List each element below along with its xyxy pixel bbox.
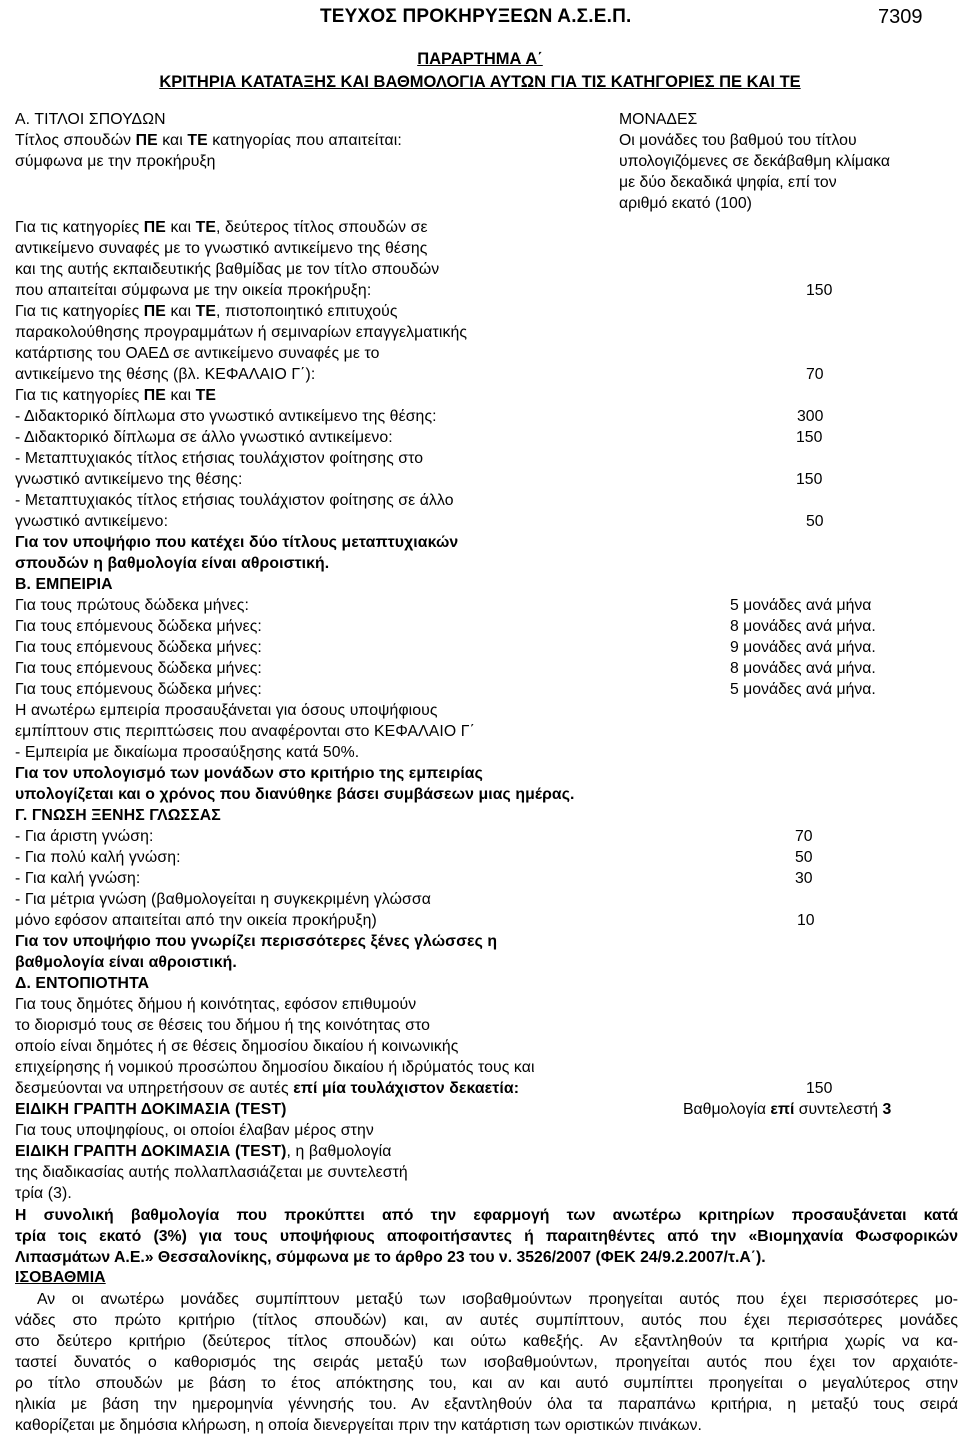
postgrad-item-points: 150 bbox=[796, 471, 823, 488]
language-level-line: - Για καλή γνώση: bbox=[15, 870, 141, 887]
special-test-bold: ΕΙΔΙΚΗ ΓΡΑΠΤΗ ΔΟΚΙΜΑΣΙΑ (TEST) bbox=[15, 1143, 287, 1160]
coef-bold: επί bbox=[770, 1101, 795, 1118]
locality-line: το διορισμό τους σε θέσεις του δήμου ή της κοινότητας στο bbox=[15, 1017, 430, 1034]
journal-title: ΤΕΥΧΟΣ ΠΡΟΚΗΡΥΞΕΩΝ Α.Σ.Ε.Π. bbox=[320, 6, 632, 27]
locality-last-bold: επί μία τουλάχιστον δεκαετία: bbox=[293, 1080, 520, 1097]
units-line: υπολογιζόμενες σε δεκάβαθμη κλίμακα bbox=[619, 153, 890, 170]
training-line-bold2: ΤΕ bbox=[195, 303, 216, 320]
experience-period-points: 8 μονάδες ανά μήνα. bbox=[730, 660, 876, 677]
experience-note: Για τον υπολογισμό των μονάδων στο κριτήριο της εμπειρίας bbox=[15, 765, 483, 782]
training-line-pre: κατάρτισης του ΟΑΕΔ σε αντικείμενο συναφές με το bbox=[15, 345, 380, 362]
postgrad-item-points: 150 bbox=[796, 429, 823, 446]
second-title-line-pre: αντικείμενο συναφές με το γνωστικό αντικείμενο της θέσης bbox=[15, 240, 428, 257]
tiebreak-line: στο δεύτερο κριτήριο (δεύτερος τίτλος σπουδών) και ούτω καθεξής. Αν εξαντληθούν τα κριτήρια χωρίς να κα- bbox=[15, 1333, 958, 1350]
bonus-line: Λιπασμάτων Α.Ε.» Θεσσαλονίκης, σύμφωνα με το άρθρο 23 του ν. 3526/2007 (ΦΕΚ 24/9.2.2007/τ.Α΄). bbox=[15, 1249, 766, 1266]
second-title-line bbox=[15, 281, 371, 301]
special-test-heading: ΕΙΔΙΚΗ ΓΡΑΠΤΗ ΔΟΚΙΜΑΣΙΑ (TEST) bbox=[15, 1101, 287, 1118]
experience-note: υπολογίζεται και ο χρόνος που διανύθηκε βάσει συμβάσεων μιας ημέρας. bbox=[15, 786, 575, 803]
postgrad-intro-pre: Για τις κατηγορίες bbox=[15, 387, 144, 404]
intro-line-pre: σύμφωνα με την προκήρυξη bbox=[15, 153, 216, 170]
tiebreak-line: καθορίζεται με δημόσια κλήρωση, η οποία διενεργείται πριν την κατάρτιση των οριστικών πινάκων. bbox=[15, 1417, 702, 1434]
annex-title: ΠΑΡΑΡΤΗΜΑ Α΄ bbox=[417, 50, 543, 68]
training-points: 70 bbox=[806, 366, 824, 383]
experience-text: - Εμπειρία με δικαίωμα προσαύξησης κατά 50%. bbox=[15, 744, 360, 761]
second-title-line-post: , δεύτερος τίτλος σπουδών σε bbox=[215, 219, 428, 236]
special-test-line: τρία (3). bbox=[15, 1185, 72, 1202]
postgrad-item-line: γνωστικό αντικείμενο της θέσης: bbox=[15, 471, 243, 488]
second-title-line-bold2: ΤΕ bbox=[195, 219, 216, 236]
intro-line bbox=[15, 131, 402, 151]
second-title-line-pre: Για τις κατηγορίες bbox=[15, 219, 144, 236]
units-line: αριθμό εκατό (100) bbox=[619, 195, 752, 212]
intro-line-post: κατηγορίας που απαιτείται: bbox=[207, 132, 402, 149]
annex-subtitle: ΚΡΙΤΗΡΙΑ ΚΑΤΑΤΑΞΗΣ ΚΑΙ ΒΑΘΜΟΛΟΓΙΑ ΑΥΤΩΝ ΓΙΑ ΤΙΣ ΚΑΤΗΓΟΡΙΕΣ ΠΕ ΚΑΙ ΤΕ bbox=[159, 73, 801, 91]
units-line: Οι μονάδες του βαθμού του τίτλου bbox=[619, 132, 857, 149]
language-level-points: 30 bbox=[795, 870, 813, 887]
postgrad-item-points: 300 bbox=[797, 408, 824, 425]
second-title-line-pre: που απαιτείται σύμφωνα με την οικεία προκήρυξη: bbox=[15, 282, 372, 299]
experience-period-label: Για τους επόμενους δώδεκα μήνες: bbox=[15, 639, 262, 656]
special-test-line bbox=[15, 1142, 391, 1162]
training-line bbox=[15, 302, 398, 322]
locality-line: επιχείρησης ή νομικού προσώπου δημοσίου δικαίου ή ιδρύματός τους και bbox=[15, 1059, 535, 1076]
tiebreak-line: Αν οι ανωτέρω μονάδες συμπίπτουν μεταξύ των ισοβαθμούντων προηγείται αυτός που έχει περισσότερες μο- bbox=[37, 1291, 958, 1308]
bonus-paragraph bbox=[15, 1205, 958, 1268]
experience-period-points: 8 μονάδες ανά μήνα. bbox=[730, 618, 876, 635]
postgrad-item-line: γνωστικό αντικείμενο: bbox=[15, 513, 169, 530]
tiebreak-line: ρο τίτλο σπουδών με βάση το έτος απόκτησης του, και αν και αυτό συμπίπτει προηγείται ο μεγαλύτερος στην bbox=[15, 1375, 958, 1392]
postgrad-item-line: - Μεταπτυχιακός τίτλος ετήσιας τουλάχιστον φοίτησης στο bbox=[15, 450, 424, 467]
training-line-bold1: ΠΕ bbox=[143, 303, 166, 320]
second-title-line-mid: και bbox=[165, 219, 196, 236]
tiebreak-line: ηλικία με βάση την ημερομηνία γέννησής του. Αν εξαντληθούν όλα τα παραπάνω κριτήρια, η μεταξύ τους σειρά bbox=[15, 1396, 958, 1413]
special-test-line: Για τους υποψηφίους, οι οποίοι έλαβαν μέρος στην bbox=[15, 1122, 374, 1139]
tiebreak-line: ταστεί δυνατός ο καθορισμός της σειράς μεταξύ των ισοβαθμούντων, προηγείται αυτός που έχει τον αρχαιότε- bbox=[15, 1354, 958, 1371]
intro-line-bold1: ΠΕ bbox=[135, 132, 158, 149]
language-level-line: - Για πολύ καλή γνώση: bbox=[15, 849, 181, 866]
language-level-line: - Για άριστη γνώση: bbox=[15, 828, 154, 845]
special-test-line: της διαδικασίας αυτής πολλαπλασιάζεται με συντελεστή bbox=[15, 1164, 408, 1181]
locality-last-line bbox=[15, 1079, 519, 1099]
experience-period-label: Για τους επόμενους δώδεκα μήνες: bbox=[15, 660, 262, 677]
postgrad-intro-bold1: ΠΕ bbox=[143, 387, 166, 404]
postgrad-note: Για τον υποψήφιο που κατέχει δύο τίτλους μεταπτυχιακών bbox=[15, 534, 459, 551]
language-level-points: 10 bbox=[797, 912, 815, 929]
bonus-line: τρία τοις εκατό (3%) για τους υποψήφιους αποφοιτήσαντες ή παραιτηθέντες από την «Βιομηχανία Φωσφορικών bbox=[15, 1228, 958, 1245]
page-number: 7309 bbox=[878, 6, 923, 28]
coef-pre: Βαθμολογία bbox=[683, 1101, 771, 1118]
experience-period-points: 5 μονάδες ανά μήνα. bbox=[730, 681, 876, 698]
section-a-heading: Α. ΤΙΤΛΟΙ ΣΠΟΥΔΩΝ bbox=[15, 111, 166, 128]
experience-text: Η ανωτέρω εμπειρία προσαυξάνεται για όσους υποψήφιους bbox=[15, 702, 438, 719]
training-line-pre: αντικείμενο της θέσης (βλ. ΚΕΦΑΛΑΙΟ Γ΄): bbox=[15, 366, 316, 383]
experience-text: εμπίπτουν στις περιπτώσεις που αναφέρονται στο ΚΕΦΑΛΑΙΟ Γ΄ bbox=[15, 723, 475, 740]
experience-period-points: 5 μονάδες ανά μήνα bbox=[730, 597, 872, 614]
training-line-pre: Για τις κατηγορίες bbox=[15, 303, 144, 320]
intro-line bbox=[15, 152, 216, 172]
special-test-coefficient bbox=[683, 1100, 891, 1120]
postgrad-item-line: - Διδακτορικό δίπλωμα σε άλλο γνωστικό αντικείμενο: bbox=[15, 429, 393, 446]
tiebreak-paragraph bbox=[15, 1289, 958, 1436]
units-heading: ΜΟΝΑΔΕΣ bbox=[619, 111, 698, 128]
language-note: Για τον υποψήφιο που γνωρίζει περισσότερες ξένες γλώσσες η bbox=[15, 933, 498, 950]
coef-mid: συντελεστή bbox=[794, 1101, 883, 1118]
postgrad-intro bbox=[15, 386, 216, 406]
language-note: βαθμολογία είναι αθροιστική. bbox=[15, 954, 237, 971]
postgrad-item-points: 50 bbox=[806, 513, 824, 530]
training-line-mid: και bbox=[165, 303, 196, 320]
postgrad-intro-mid: και bbox=[165, 387, 196, 404]
intro-line-pre: Τίτλος σπουδών bbox=[15, 132, 136, 149]
tiebreak-line: νάδες στο πρώτο κριτήριο (τίτλος σπουδών) και, αν αυτές συμπίπτουν, αυτός που έχει περισσότερες μονάδες bbox=[15, 1312, 958, 1329]
section-d-heading: Δ. ΕΝΤΟΠΙΟΤΗΤΑ bbox=[15, 975, 150, 992]
special-test-rest: , η βαθμολογία bbox=[286, 1143, 392, 1160]
intro-line-mid: και bbox=[157, 132, 188, 149]
coef-num: 3 bbox=[882, 1101, 892, 1118]
training-line-post: , πιστοποιητικό επιτυχούς bbox=[215, 303, 398, 320]
locality-last-plain: δεσμεύονται να υπηρετήσουν σε αυτές bbox=[15, 1080, 294, 1097]
running-header bbox=[0, 3, 960, 31]
experience-period-label: Για τους επόμενους δώδεκα μήνες: bbox=[15, 681, 262, 698]
training-line bbox=[15, 344, 379, 364]
locality-line: οποίο είναι δημότες ή σε θέσεις δημοσίου δικαίου ή κοινωνικής bbox=[15, 1038, 459, 1055]
training-line bbox=[15, 365, 315, 385]
units-line: με δύο δεκαδικά ψηφία, επί τον bbox=[619, 174, 837, 191]
postgrad-note: σπουδών η βαθμολογία είναι αθροιστική. bbox=[15, 555, 330, 572]
second-title-points: 150 bbox=[806, 282, 833, 299]
locality-points: 150 bbox=[806, 1080, 833, 1097]
language-level-line: - Για μέτρια γνώση (βαθμολογείται η συγκεκριμένη γλώσσα bbox=[15, 891, 431, 908]
tiebreak-heading: ΙΣΟΒΑΘΜΙΑ bbox=[15, 1269, 106, 1286]
postgrad-item-line: - Διδακτορικό δίπλωμα στο γνωστικό αντικείμενο της θέσης: bbox=[15, 408, 437, 425]
training-line-pre: παρακολούθησης προγραμμάτων ή σεμιναρίων επαγγελματικής bbox=[15, 324, 468, 341]
intro-line-bold2: ΤΕ bbox=[187, 132, 208, 149]
second-title-line bbox=[15, 218, 428, 238]
section-c-heading: Γ. ΓΝΩΣΗ ΞΕΝΗΣ ΓΛΩΣΣΑΣ bbox=[15, 807, 221, 824]
experience-period-label: Για τους επόμενους δώδεκα μήνες: bbox=[15, 618, 262, 635]
second-title-line-pre: και της αυτής εκπαιδευτικής βαθμίδας με τον τίτλο σπουδών bbox=[15, 261, 440, 278]
language-level-line: μόνο εφόσον απαιτείται από την οικεία προκήρυξη) bbox=[15, 912, 377, 929]
postgrad-item-line: - Μεταπτυχιακός τίτλος ετήσιας τουλάχιστον φοίτησης σε άλλο bbox=[15, 492, 454, 509]
bonus-line: Η συνολική βαθμολογία που προκύπτει από την εφαρμογή των ανωτέρω κριτηρίων προσαυξάνεται κατά bbox=[15, 1207, 958, 1224]
locality-line: Για τους δημότες δήμου ή κοινότητας, εφόσον επιθυμούν bbox=[15, 996, 417, 1013]
second-title-line-bold1: ΠΕ bbox=[143, 219, 166, 236]
experience-period-points: 9 μονάδες ανά μήνα. bbox=[730, 639, 876, 656]
language-level-points: 70 bbox=[795, 828, 813, 845]
second-title-line bbox=[15, 239, 427, 259]
language-level-points: 50 bbox=[795, 849, 813, 866]
section-b-heading: Β. ΕΜΠΕΙΡΙΑ bbox=[15, 576, 113, 593]
experience-period-label: Για τους πρώτους δώδεκα μήνες: bbox=[15, 597, 249, 614]
postgrad-intro-bold2: ΤΕ bbox=[195, 387, 216, 404]
second-title-line bbox=[15, 260, 439, 280]
training-line bbox=[15, 323, 467, 343]
